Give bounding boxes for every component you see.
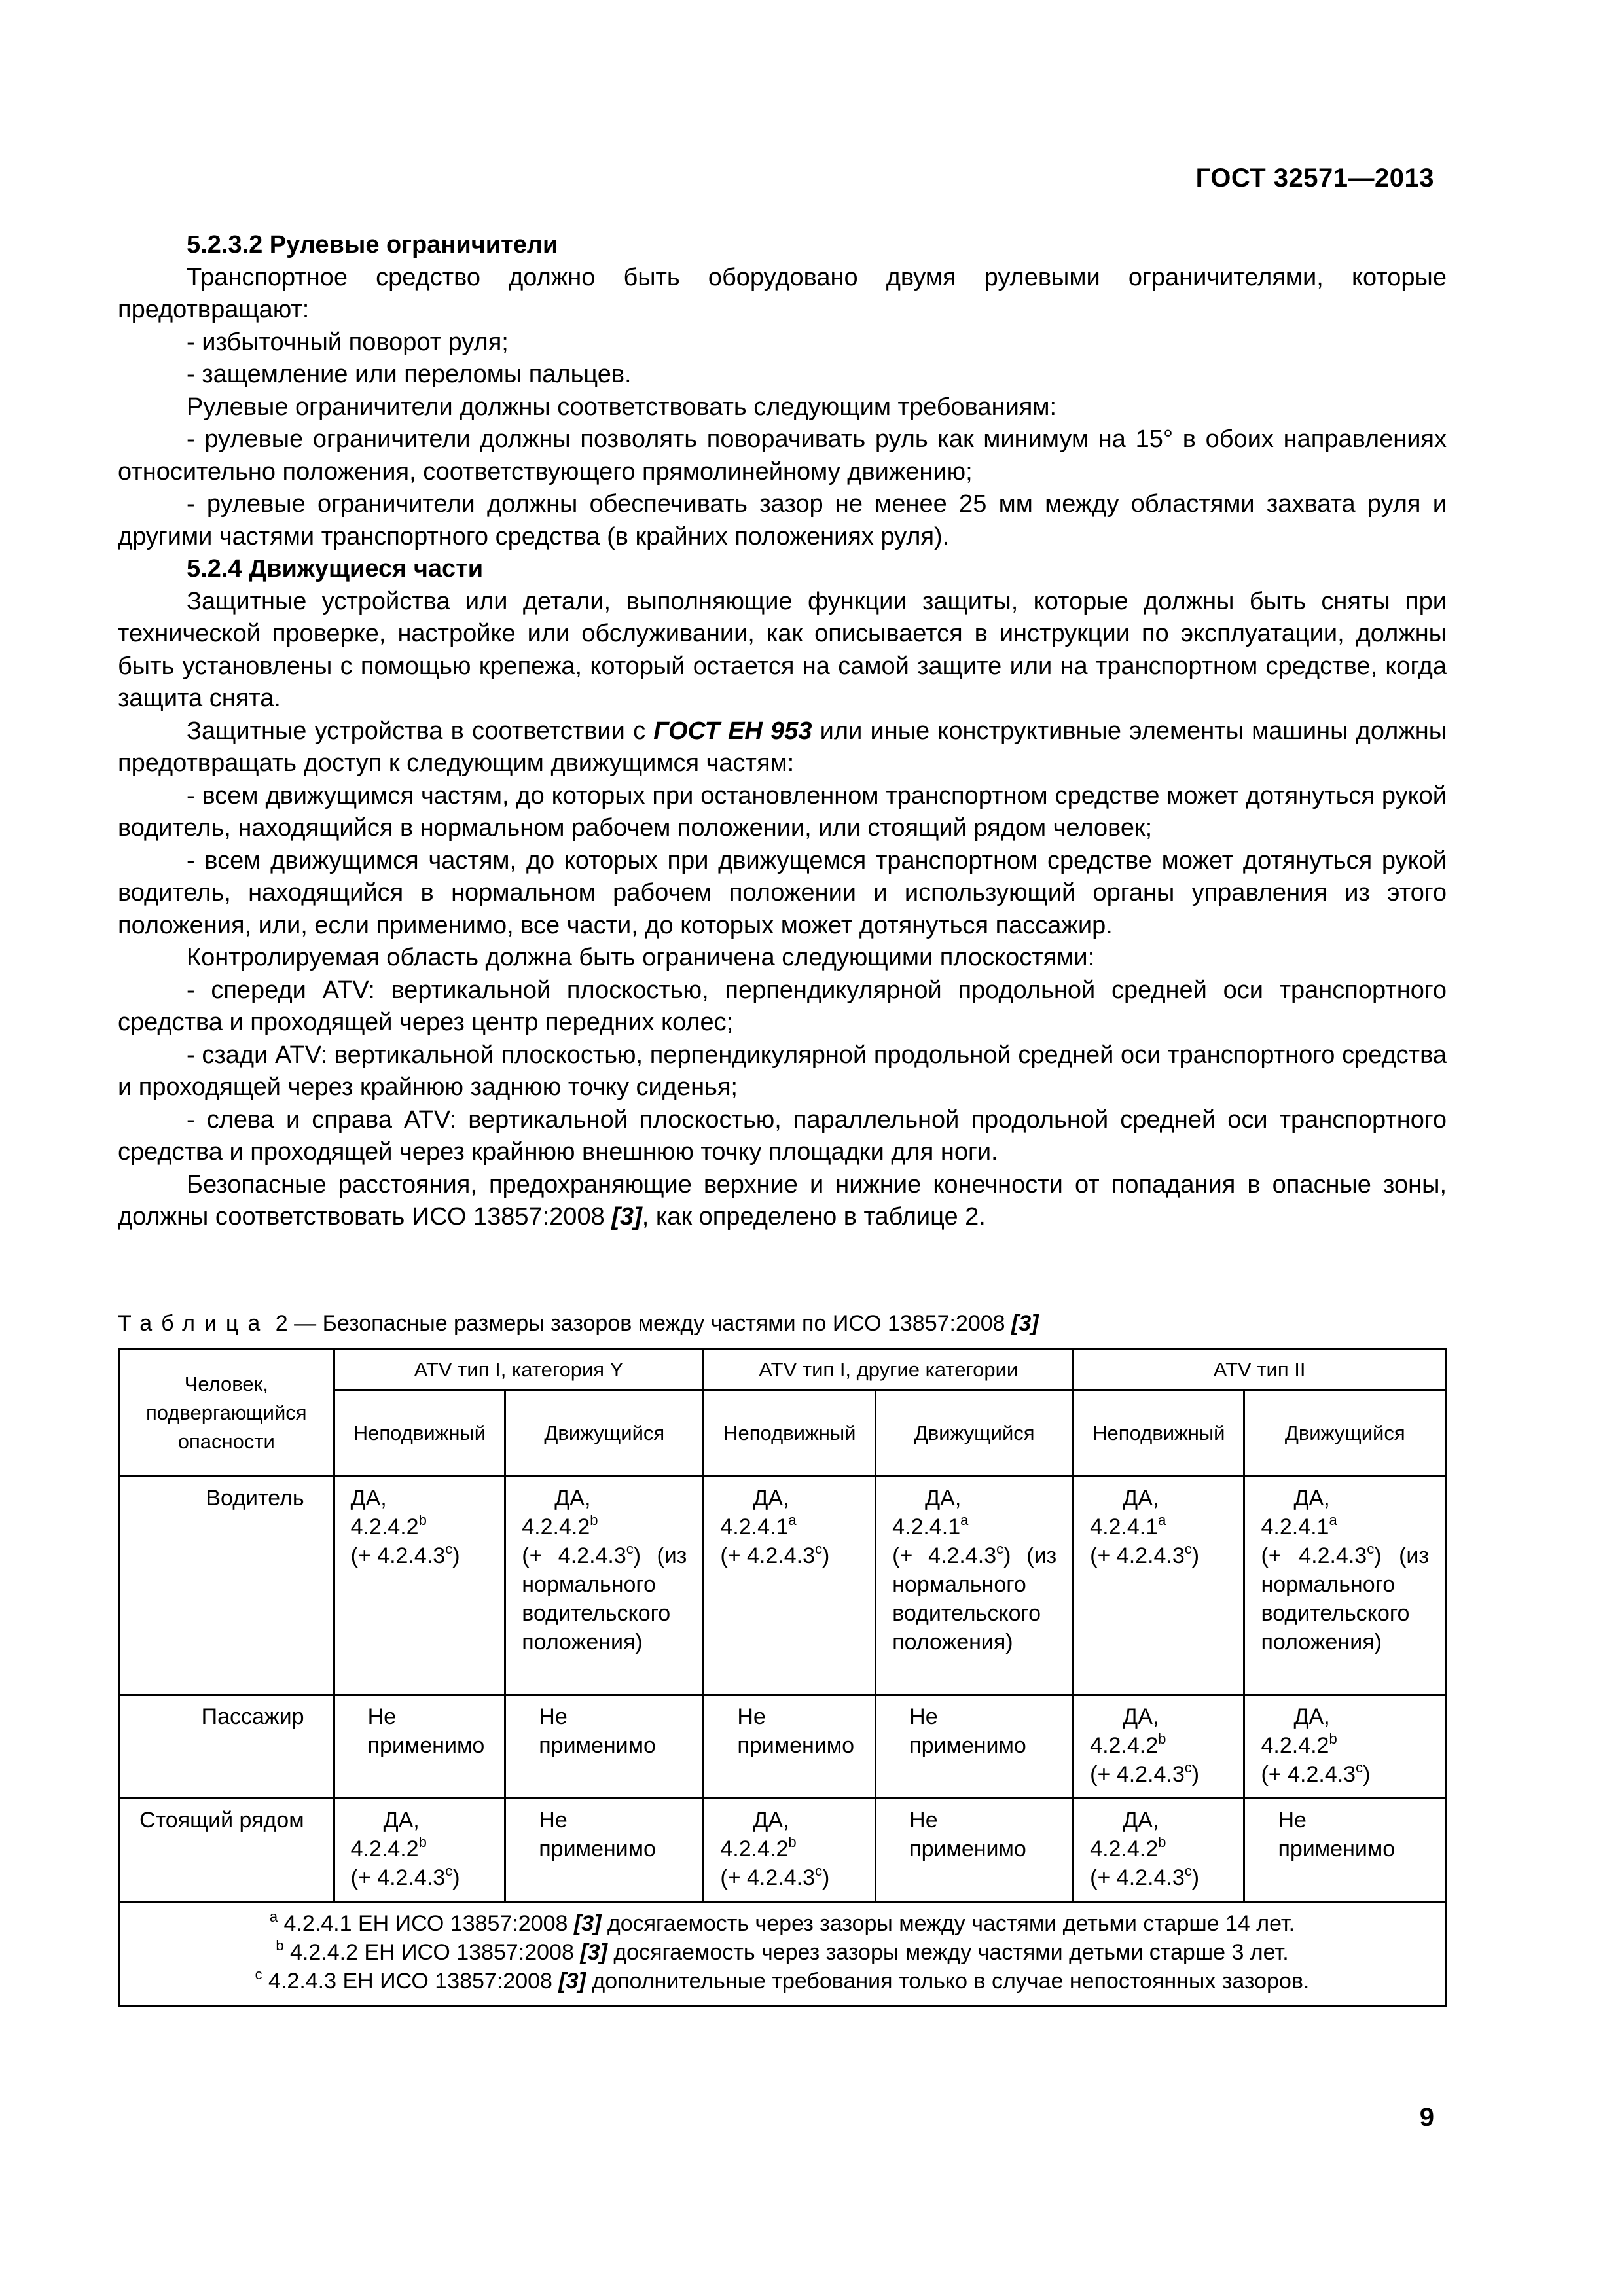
subheader-fixed: Неподвижный	[704, 1390, 876, 1477]
paragraph: Защитные устройства или детали, выполняющие функции защиты, которые должны быть сняты при технической проверке, настройке или обслуживании, как описывается в инструкции по эксплуатации, должны быть установлены с помощью крепежа, который остается на самой защите или на транспортном средстве, когда защита снята.	[118, 587, 1447, 712]
paragraph: Рулевые ограничители должны соответствовать следующим требованиям:	[187, 393, 1057, 421]
text-fragment: Безопасные расстояния, предохраняющие верхние и нижние конечности от попадания в опасные зоны, должны соответствовать ИСО 13857:2008	[118, 1170, 1447, 1230]
bibliography-reference: [3]	[611, 1203, 642, 1230]
section-heading-5-2-3-2: 5.2.3.2 Рулевые ограничители	[187, 231, 558, 259]
table-cell: Не применимо	[539, 1808, 656, 1861]
table-caption	[118, 1311, 1039, 1336]
table-cell: ДА, 4.2.4.2$^b$ (+ 4.2.4.3$^c$)	[1261, 1704, 1371, 1787]
caption-text: Безопасные размеры зазоров между частями по ИСО 13857:2008	[322, 1311, 1012, 1336]
table-cell: ДА, 4.2.4.2$^b$ (+ 4.2.4.3$^c$)	[350, 1486, 460, 1568]
page-number: 9	[1419, 2103, 1434, 2132]
table-cell: ДА, 4.2.4.1$^a$ (+ 4.2.4.3$^c$) (из нормального водительского положения)	[1261, 1486, 1429, 1655]
table-cell: ДА, 4.2.4.1$^a$ (+ 4.2.4.3$^c$) (из нормального водительского положения)	[892, 1486, 1057, 1655]
subheader-moving: Движущийся	[1244, 1390, 1446, 1477]
list-item: - защемление или переломы пальцев.	[187, 361, 632, 388]
caption-label: Таблица	[118, 1311, 270, 1336]
text-fragment: Защитные устройства в соответствии с	[187, 717, 654, 745]
list-item: - слева и справа ATV: вертикальной плоскостью, параллельной продольной средней оси транспортного средства и проходящей через крайнюю внешнюю точку площадки для ноги.	[118, 1105, 1447, 1166]
header-group-type1-y: ATV тип I, категория Y	[334, 1350, 704, 1390]
safety-distances-table	[118, 1348, 1447, 2007]
text-fragment: , как определено в таблице 2.	[641, 1203, 986, 1230]
table-row-bystander	[119, 1799, 1446, 1902]
standard-id: ГОСТ 32571—2013	[1195, 164, 1434, 192]
caption-number: 2 —	[269, 1311, 323, 1336]
row-label: Водитель	[206, 1486, 304, 1511]
subheader-fixed: Неподвижный	[334, 1390, 505, 1477]
table-cell: ДА, 4.2.4.1$^a$ (+ 4.2.4.3$^c$)	[1090, 1486, 1200, 1568]
table-note: $^b$ 4.2.4.2 ЕН ИСО 13857:2008 [3] досягаемость через зазоры между частями детьми старше 3 лет.	[276, 1937, 1289, 1965]
table-cell: Не применимо	[539, 1704, 656, 1758]
list-item: - рулевые ограничители должны обеспечивать зазор не менее 25 мм между областями захвата руля и другими частями транспортного средства (в крайних положениях руля).	[118, 490, 1447, 550]
table-cell: Не применимо	[367, 1704, 485, 1758]
text-fragment: или иные конструктивные элементы машины должны предотвращать доступ к следующим движущимся частям:	[118, 717, 1447, 777]
row-label: Стоящий рядом	[139, 1808, 304, 1833]
table-note: $^a$ 4.2.4.1 ЕН ИСО 13857:2008 [3] досягаемость через зазоры между частями детьми старше 14 лет.	[269, 1909, 1295, 1936]
row-label: Пассажир	[201, 1704, 304, 1729]
table-notes	[120, 1903, 1445, 2005]
section-heading-5-2-4: 5.2.4 Движущиеся части	[187, 555, 484, 583]
table-cell: ДА, 4.2.4.1$^a$ (+ 4.2.4.3$^c$)	[720, 1486, 830, 1568]
table-row-driver	[119, 1477, 1446, 1695]
list-item: - спереди ATV: вертикальной плоскостью, перпендикулярной продольной средней оси транспортного средства и проходящей через центр передних колес;	[118, 976, 1447, 1036]
paragraph: Контролируемая область должна быть ограничена следующими плоскостями:	[187, 944, 1095, 971]
subheader-moving: Движущийся	[505, 1390, 704, 1477]
table-cell: ДА, 4.2.4.2$^b$ (+ 4.2.4.3$^c$)	[350, 1808, 460, 1890]
table-row-passenger	[119, 1695, 1446, 1799]
header-person: Человек, подвергающийся опасности	[119, 1350, 334, 1477]
list-item: - избыточный поворот руля;	[187, 328, 509, 356]
table-cell: ДА, 4.2.4.2$^b$ (+ 4.2.4.3$^c$) (из нормального водительского положения)	[522, 1486, 687, 1655]
table-cell: Не применимо	[909, 1808, 1026, 1861]
table-cell: Не применимо	[909, 1704, 1026, 1758]
paragraph	[118, 715, 1447, 780]
list-item: - всем движущимся частям, до которых при остановленном транспортном средстве может дотянуться рукой водитель, находящийся в нормальном рабочем положении, или стоящий рядом человек;	[118, 781, 1447, 842]
header-group-type2: ATV тип II	[1074, 1350, 1446, 1390]
paragraph	[118, 1169, 1447, 1234]
list-item: - рулевые ограничители должны позволять поворачивать руль как минимум на 15° в обоих направлениях относительно положения, соответствующего прямолинейному движению;	[118, 425, 1447, 486]
subheader-moving: Движущийся	[876, 1390, 1074, 1477]
caption-reference: [3]	[1011, 1311, 1039, 1336]
paragraph: Транспортное средство должно быть оборудовано двумя рулевыми ограничителями, которые предотвращают:	[118, 263, 1447, 323]
table-cell: Не применимо	[737, 1704, 855, 1758]
list-item: - сзади ATV: вертикальной плоскостью, перпендикулярной продольной средней оси транспортного средства и проходящей через крайнюю заднюю точку сиденья;	[118, 1041, 1447, 1101]
header-group-type1-other: ATV тип I, другие категории	[704, 1350, 1074, 1390]
table-note: $^c$ 4.2.4.3 ЕН ИСО 13857:2008 [3] дополнительные требования только в случае непостоянных зазоров.	[255, 1966, 1310, 1994]
table-notes-row	[119, 1902, 1446, 2006]
table-cell: ДА, 4.2.4.2$^b$ (+ 4.2.4.3$^c$)	[1090, 1704, 1200, 1787]
list-item: - всем движущимся частям, до которых при движущемся транспортном средстве может дотянуться рукой водитель, находящийся в нормальном рабочем положении и использующий органы управления из этого положения, или, если применимо, все части, до которых может дотянуться пассажир.	[118, 846, 1447, 939]
standard-reference: ГОСТ ЕН 953	[653, 717, 812, 745]
table-cell: Не применимо	[1278, 1808, 1396, 1861]
table-cell: ДА, 4.2.4.2$^b$ (+ 4.2.4.3$^c$)	[720, 1808, 830, 1890]
subheader-fixed: Неподвижный	[1074, 1390, 1244, 1477]
table-cell: ДА, 4.2.4.2$^b$ (+ 4.2.4.3$^c$)	[1090, 1808, 1200, 1890]
body-text	[118, 229, 1447, 1234]
